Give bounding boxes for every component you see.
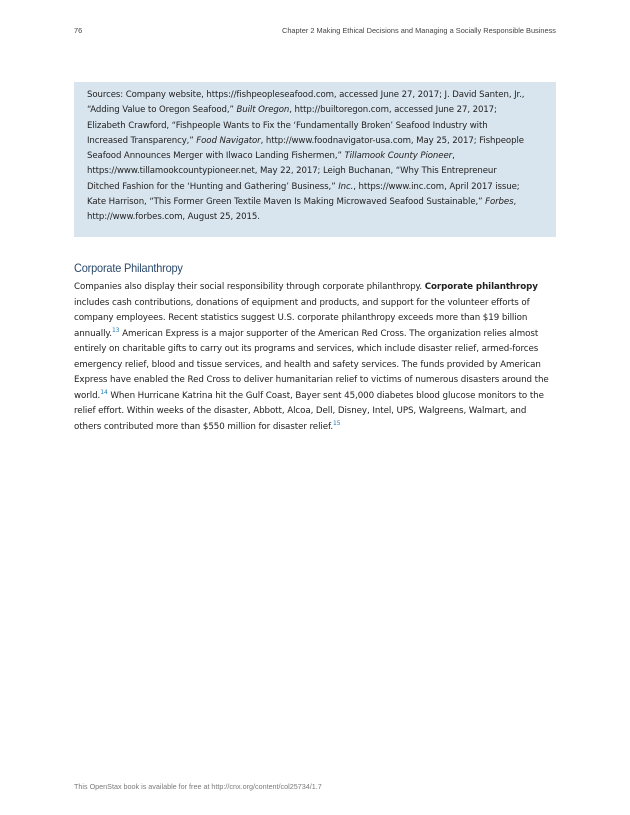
- paragraph-line: world.$^{14}$ When Hurricane Katrina hit the Gulf Coast, Bayer sent 45,000 diabetes blood glucose monitors to the: [74, 388, 544, 401]
- footnote-link-15[interactable]: 15: [333, 419, 341, 427]
- footnote-link-13[interactable]: 13: [111, 326, 120, 334]
- paragraph-line: company employees. Recent statistics suggest U.S. corporate philanthropy exceeds more than $19 billion: [74, 313, 528, 323]
- sources-line: Seafood Announces Merger with Ilwaco Landing Fishermen,” Tillamook County Pioneer,: [87, 151, 455, 161]
- sources-box: [74, 82, 556, 237]
- page-footer: This OpenStax book is available for free at http://cnx.org/content/col25734/1.7: [74, 782, 322, 791]
- publication-title: Inc.: [338, 181, 354, 192]
- publication-title: Food Navigator: [196, 135, 261, 146]
- sources-line: http://www.forbes.com, August 25, 2015.: [87, 212, 260, 222]
- paragraph-line: entirely on charitable gifts to carry out its programs and services, which include disaster relief, armed-forces: [74, 344, 539, 354]
- paragraph-line: includes cash contributions, donations of equipment and products, and support for the volunteer efforts of: [74, 297, 530, 308]
- paragraph-line: annually.$^{13}$ American Express is a major supporter of the American Red Cross. The organization relies almost: [74, 326, 539, 339]
- sources-line: Increased Transparency,” Food Navigator, http://www.foodnavigator-usa.com, May 25, 2017; Fishpeople: [87, 135, 524, 146]
- sources-line: Ditched Fashion for the ‘Hunting and Gathering’ Business,” Inc., https://www.inc.com, April 2017 issue;: [87, 181, 520, 192]
- paragraph-line: Companies also display their social responsibility through corporate philanthropy. Corporate philanthropy: [74, 282, 538, 292]
- paragraph-line: others contributed more than $550 million for disaster relief.$^{15}$: [74, 419, 341, 432]
- sources-line: Sources: Company website, https://fishpeopleseafood.com, accessed June 27, 2017; J. David Santen, Jr.,: [87, 90, 525, 100]
- paragraph-line: Express have enabled the Red Cross to deliver humanitarian relief to victims of numerous disasters around the: [74, 375, 549, 385]
- publication-title: Built Oregon: [236, 105, 290, 116]
- chapter-title: Chapter 2 Making Ethical Decisions and Managing a Socially Responsible Business: [281, 26, 556, 35]
- sources-line: https://www.tillamookcountypioneer.net, May 22, 2017; Leigh Buchanan, “Why This Entrepreneur: [87, 166, 497, 177]
- key-term: Corporate philanthropy: [424, 282, 538, 292]
- section-title: Corporate Philanthropy: [74, 261, 183, 275]
- sources-line: Elizabeth Crawford, “Fishpeople Wants to Fix the ‘Fundamentally Broken’ Seafood Industry with: [87, 120, 488, 131]
- body-paragraph: [74, 280, 556, 435]
- paragraph-line: emergency relief, blood and tissue services, and health and safety services. The funds provided by American: [74, 359, 541, 370]
- publication-title: Forbes: [485, 196, 514, 207]
- sources-line: “Adding Value to Oregon Seafood,” Built Oregon, http://builtoregon.com, accessed June 27, 2017;: [87, 105, 497, 116]
- page-number: 76: [74, 26, 83, 35]
- publication-title: Tillamook County Pioneer: [344, 151, 453, 161]
- page-header: [74, 26, 556, 38]
- sources-line: Kate Harrison, “This Former Green Textile Maven Is Making Microwaved Seafood Sustainable,” Forbes,: [87, 196, 517, 207]
- paragraph-line: relief effort. Within weeks of the disaster, Abbott, Alcoa, Dell, Disney, Intel, UPS, Walgreens, Walmart, and: [74, 406, 527, 416]
- footnote-link-14[interactable]: 14: [100, 388, 108, 396]
